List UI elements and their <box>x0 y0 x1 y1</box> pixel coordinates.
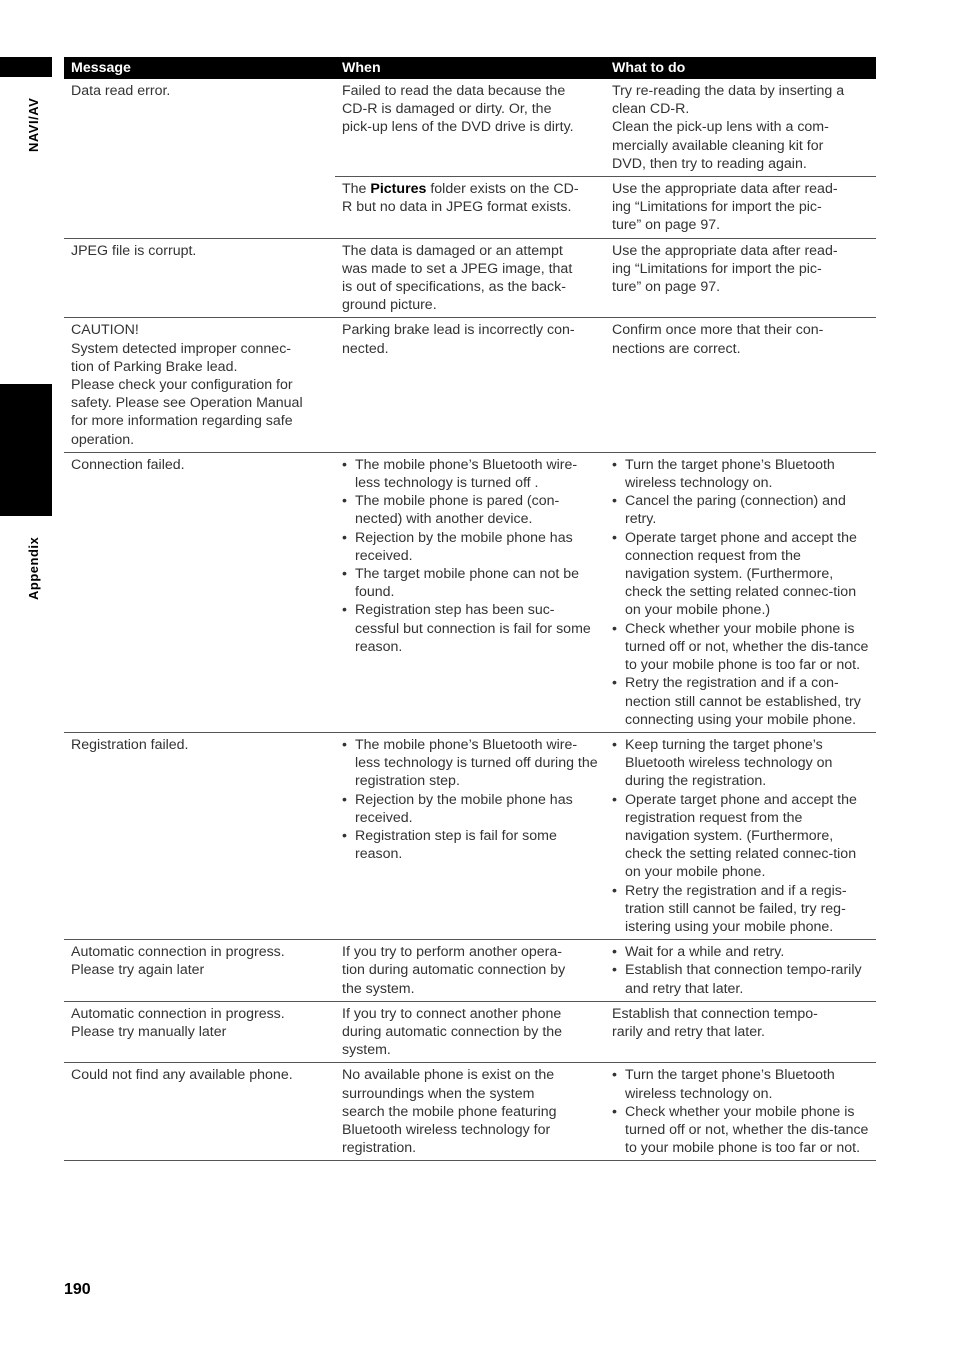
bullet-list <box>612 1066 869 1157</box>
error-message-table <box>64 57 876 1161</box>
message-cell: Could not find any available phone. <box>64 1063 335 1161</box>
message-cell: Connection failed. <box>64 452 335 732</box>
when-cell <box>335 732 605 939</box>
list-item: • Establish that connection tempo-rarily and retry that later. <box>612 961 869 997</box>
bullet-list <box>612 943 869 998</box>
table-row <box>64 318 876 452</box>
when-cell: If you try to perform another opera- tion during automatic connection by the system. <box>335 940 605 1002</box>
header-message: Message <box>64 57 335 79</box>
section-label-navi-av: NAVI/AV <box>26 97 41 152</box>
list-item: • The mobile phone’s Bluetooth wire-less technology is turned off . <box>342 456 598 492</box>
bullet-list <box>342 456 598 656</box>
list-item: • Operate target phone and accept the connection request from the navigation system. (Furthermore, check the setting related connec-tion on your mobile phone.) <box>612 529 869 620</box>
bullet-list <box>612 736 869 936</box>
list-item: • Cancel the paring (connection) and retry. <box>612 492 869 528</box>
list-item: • Turn the target phone’s Bluetooth wireless technology on. <box>612 1066 869 1102</box>
todo-cell <box>605 732 876 939</box>
list-item: • Registration step is fail for some reason. <box>342 827 598 863</box>
list-item: • Rejection by the mobile phone has received. <box>342 791 598 827</box>
when-cell: The data is damaged or an attempt was made to set a JPEG image, that is out of specifications, as the back- ground picture. <box>335 238 605 318</box>
section-label-appendix: Appendix <box>26 536 41 600</box>
list-item: • Retry the registration and if a regis-tration still cannot be failed, try reg-istering using your mobile phone. <box>612 882 869 937</box>
header-what-to-do: What to do <box>605 57 876 79</box>
todo-cell: Confirm once more that their con- nections are correct. <box>605 318 876 452</box>
table-header-row <box>64 57 876 79</box>
table-row <box>64 452 876 732</box>
todo-cell <box>605 1063 876 1161</box>
section-tab-appendix <box>0 384 52 516</box>
todo-cell: Establish that connection tempo- rarily and retry that later. <box>605 1001 876 1063</box>
bullet-list <box>612 456 869 729</box>
when-cell: Parking brake lead is incorrectly con- nected. <box>335 318 605 452</box>
message-cell: Automatic connection in progress. Please try manually later <box>64 1001 335 1063</box>
message-cell: JPEG file is corrupt. <box>64 238 335 318</box>
list-item: • The mobile phone’s Bluetooth wire-less technology is turned off during the registration step. <box>342 736 598 791</box>
header-when: When <box>335 57 605 79</box>
todo-cell: Try re-reading the data by inserting a clean CD-R. Clean the pick-up lens with a com- mercially available cleaning kit for DVD, then try to reading again. <box>605 79 876 177</box>
table-row <box>64 1001 876 1063</box>
list-item: • Keep turning the target phone’s Bluetooth wireless technology on during the registration. <box>612 736 869 791</box>
table-row <box>64 1063 876 1161</box>
list-item: • The target mobile phone can not be found. <box>342 565 598 601</box>
list-item: • Check whether your mobile phone is turned off or not, whether the dis-tance to your mobile phone is too far or not. <box>612 620 869 675</box>
when-cell: If you try to connect another phone during automatic connection by the system. <box>335 1001 605 1063</box>
list-item: • Wait for a while and retry. <box>612 943 869 961</box>
when-cell: The Pictures folder exists on the CD- R but no data in JPEG format exists. <box>335 177 605 239</box>
message-cell: Automatic connection in progress. Please try again later <box>64 940 335 1002</box>
list-item: • The mobile phone is pared (con-nected) with another device. <box>342 492 598 528</box>
todo-cell: Use the appropriate data after read- ing “Limitations for import the pic- ture” on page 97. <box>605 177 876 239</box>
pictures-folder-name: Pictures <box>370 181 427 198</box>
page-number: 190 <box>64 1281 91 1298</box>
todo-cell <box>605 452 876 732</box>
message-cell: Data read error. <box>64 79 335 238</box>
when-cell: No available phone is exist on the surroundings when the system search the mobile phone featuring Bluetooth wireless technology for registration. <box>335 1063 605 1161</box>
when-cell: Failed to read the data because the CD-R is damaged or dirty. Or, the pick-up lens of the DVD drive is dirty. <box>335 79 605 177</box>
list-item: • Registration step has been suc-cessful but connection is fail for some reason. <box>342 601 598 656</box>
section-tab-top <box>0 57 52 77</box>
list-item: • Rejection by the mobile phone has received. <box>342 529 598 565</box>
table-row <box>64 238 876 318</box>
message-cell: CAUTION! System detected improper connec- tion of Parking Brake lead. Please check your configuration for safety. Please see Operation Manual for more information regarding safe operation. <box>64 318 335 452</box>
table-row <box>64 732 876 939</box>
list-item: • Turn the target phone’s Bluetooth wireless technology on. <box>612 456 869 492</box>
table-row <box>64 940 876 1002</box>
list-item: • Retry the registration and if a con-nection still cannot be established, try connecting using your mobile phone. <box>612 674 869 729</box>
todo-cell <box>605 940 876 1002</box>
list-item: • Check whether your mobile phone is turned off or not, whether the dis-tance to your mobile phone is too far or not. <box>612 1103 869 1158</box>
bullet-list <box>342 736 598 863</box>
todo-cell: Use the appropriate data after read- ing “Limitations for import the pic- ture” on page 97. <box>605 238 876 318</box>
list-item: • Operate target phone and accept the registration request from the navigation system. (Furthermore, check the setting related connec-tion on your mobile phone. <box>612 791 869 882</box>
message-cell: Registration failed. <box>64 732 335 939</box>
when-cell <box>335 452 605 732</box>
table-row <box>64 79 876 177</box>
